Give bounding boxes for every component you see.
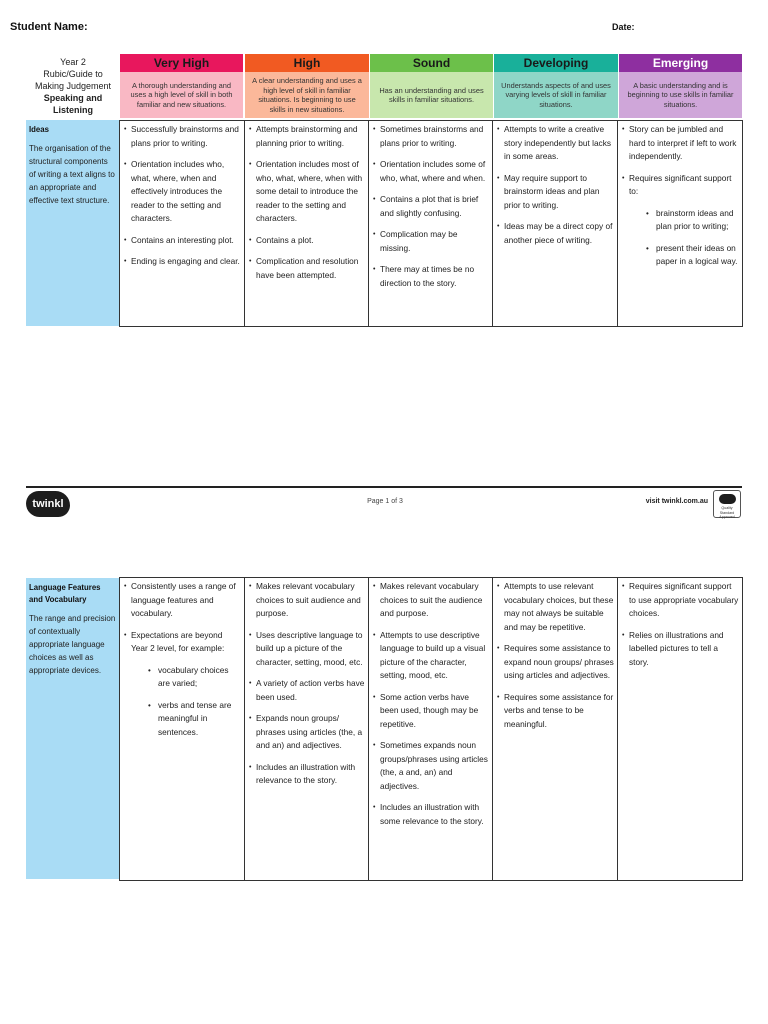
footer-divider bbox=[26, 486, 742, 488]
subject-label: Speaking and Listening bbox=[43, 93, 103, 115]
rubric-cell bbox=[368, 121, 492, 326]
rubric-item: • Orientation includes who, what, where, when and effectively introduces the reader to the setting and characters. bbox=[124, 158, 241, 226]
rubric-subitem: • present their ideas on paper in a logical way. bbox=[622, 242, 739, 269]
criterion-language-label bbox=[26, 578, 119, 879]
level-description: A clear understanding and uses a high level of skill in familiar situations. Is beginning to use skills in new situations. bbox=[245, 72, 369, 118]
page-number: Page 1 of 3 bbox=[367, 498, 403, 505]
rubric-cell bbox=[368, 578, 492, 880]
rubric-item: • Consistently uses a range of language features and vocabulary. bbox=[124, 580, 241, 621]
criterion-ideas-grid bbox=[119, 120, 743, 327]
rubric-item: • Attempts to use descriptive language to build up a visual picture of the character, setting, mood, etc. bbox=[373, 629, 489, 683]
level-description: Has an understanding and uses skills in familiar situations. bbox=[370, 72, 493, 118]
rubric-cell bbox=[244, 578, 368, 880]
criterion-description: The organisation of the structural components of writing a text aligns to an appropriate and effective text structure. bbox=[29, 144, 115, 205]
rubric-subitem: • vocabulary choices are varied; bbox=[124, 664, 241, 691]
level-heading: Very High bbox=[120, 54, 243, 72]
rubric-cell bbox=[244, 121, 368, 326]
rubric-item: • Uses descriptive language to build up a picture of the character, setting, mood, etc. bbox=[249, 629, 365, 670]
rubric-item: • Contains a plot that is brief and slightly confusing. bbox=[373, 193, 489, 220]
rubric-item: • May require support to brainstorm ideas and plan prior to writing. bbox=[497, 172, 614, 213]
rubric-item: • Orientation includes most of who, what, where, when with some detail to introduce the reader to the setting and characters. bbox=[249, 158, 365, 226]
level-heading: Emerging bbox=[619, 54, 742, 72]
level-description: A basic understanding and is beginning to use skills in familiar situations. bbox=[619, 72, 742, 118]
rubric-item: • Orientation includes some of who, what, where and when. bbox=[373, 158, 489, 185]
badge-text: Quality Standard Approved bbox=[719, 506, 735, 519]
rubric-item: • Contains a plot. bbox=[249, 234, 365, 248]
rubric-cell bbox=[492, 578, 617, 880]
rubric-cell bbox=[120, 578, 244, 880]
rubric-item: • Relies on illustrations and labelled pictures to tell a story. bbox=[622, 629, 739, 670]
rubric-subitem: • verbs and tense are meaningful in sentences. bbox=[124, 699, 241, 740]
rubric-item: • Makes relevant vocabulary choices to suit audience and purpose. bbox=[249, 580, 365, 621]
twinkl-logo: twinkl bbox=[26, 491, 70, 517]
rubric-cell bbox=[492, 121, 617, 326]
rubric-item: • Requires significant support to: bbox=[622, 172, 739, 199]
rubric-item: • Attempts to write a creative story independently but lacks in some areas. bbox=[497, 123, 614, 164]
rubric-item: • Ending is engaging and clear. bbox=[124, 255, 241, 269]
level-heading: Developing bbox=[494, 54, 618, 72]
rubric-item: • Attempts to use relevant vocabulary choices, but these may not always be suitable and may be repetitive. bbox=[497, 580, 614, 634]
rubric-item: • Requires some assistance to expand noun groups/ phrases using articles and adjectives. bbox=[497, 642, 614, 683]
rubric-item: • A variety of action verbs have been used. bbox=[249, 677, 365, 704]
criterion-description: The range and precision of contextually appropriate language choices as well as appropriate devices. bbox=[29, 614, 116, 675]
rubric-subitem: • brainstorm ideas and plan prior to writing; bbox=[622, 207, 739, 234]
rubric-item: • Complication and resolution have been attempted. bbox=[249, 255, 365, 282]
rubric-item: • Complication may be missing. bbox=[373, 228, 489, 255]
badge-logo-icon bbox=[719, 494, 736, 504]
rubric-item: • Requires some assistance for verbs and tense to be meaningful. bbox=[497, 691, 614, 732]
criterion-title: Ideas bbox=[29, 125, 49, 134]
rubric-cell bbox=[617, 121, 742, 326]
level-heading: Sound bbox=[370, 54, 493, 72]
rubric-cell bbox=[120, 121, 244, 326]
rubric-item: • Some action verbs have been used, though may be repetitive. bbox=[373, 691, 489, 732]
year-label: Year 2 bbox=[60, 57, 86, 67]
rubric-item: • Ideas may be a direct copy of another piece of writing. bbox=[497, 220, 614, 247]
quality-badge bbox=[713, 490, 741, 518]
rubric-item: • Successfully brainstorms and plans prior to writing. bbox=[124, 123, 241, 150]
rubric-meta bbox=[28, 56, 118, 116]
rubric-cell bbox=[617, 578, 742, 880]
rubric-item: • Story can be jumbled and hard to interpret if left to work independently. bbox=[622, 123, 739, 164]
criterion-ideas-label bbox=[26, 120, 119, 326]
rubric-item: • Contains an interesting plot. bbox=[124, 234, 241, 248]
website-link[interactable]: visit twinkl.com.au bbox=[645, 498, 708, 505]
rubric-title: Rubic/Guide to Making Judgement bbox=[34, 69, 112, 91]
rubric-item: • There may at times be no direction to the story. bbox=[373, 263, 489, 290]
rubric-item: • Requires significant support to use appropriate vocabulary choices. bbox=[622, 580, 739, 621]
criterion-title: Language Features and Vocabulary bbox=[29, 583, 101, 604]
student-name-label: Student Name: bbox=[10, 21, 88, 33]
rubric-item: • Includes an illustration with relevance to the story. bbox=[249, 761, 365, 788]
rubric-item: • Sometimes expands noun groups/phrases using articles (the, a and, an) and adjectives. bbox=[373, 739, 489, 793]
rubric-item: • Sometimes brainstorms and plans prior to writing. bbox=[373, 123, 489, 150]
level-description: Understands aspects of and uses varying levels of skill in familiar situations. bbox=[494, 72, 618, 118]
level-description: A thorough understanding and uses a high level of skill in both familiar and new situations. bbox=[120, 72, 243, 118]
date-label: Date: bbox=[612, 22, 635, 32]
rubric-item: • Attempts brainstorming and planning prior to writing. bbox=[249, 123, 365, 150]
rubric-item: • Makes relevant vocabulary choices to suit the audience and purpose. bbox=[373, 580, 489, 621]
rubric-item: • Includes an illustration with some relevance to the story. bbox=[373, 801, 489, 828]
level-heading: High bbox=[245, 54, 369, 72]
rubric-item: • Expands noun groups/ phrases using articles (the, a and an) and adjectives. bbox=[249, 712, 365, 753]
rubric-item: • Expectations are beyond Year 2 level, for example: bbox=[124, 629, 241, 656]
criterion-language-grid bbox=[119, 577, 743, 881]
